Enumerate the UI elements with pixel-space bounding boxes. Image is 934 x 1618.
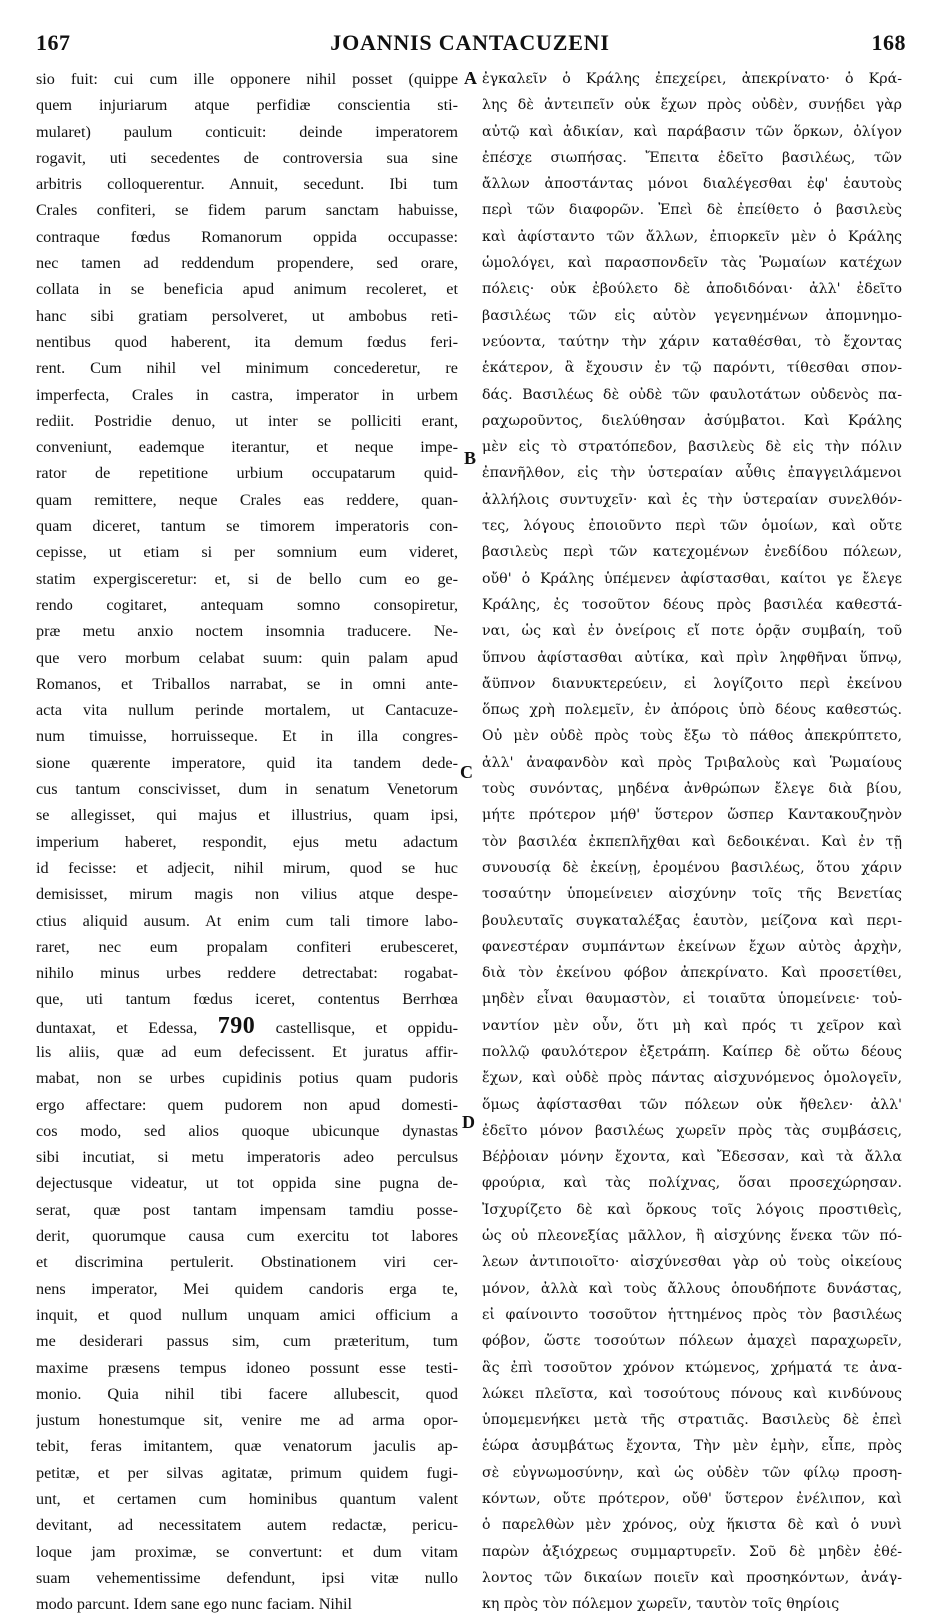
- greek-text-line: φόβον, ὥστε τοσούτων πόλεων ἀμαχεὶ παραχωρεῖν,: [482, 1333, 902, 1350]
- latin-text-column: [36, 66, 458, 1618]
- greek-text-line: συνουσίᾳ δὲ ἐκείνῃ, ἐρομένου βασιλέως, ὅτου χάριν: [482, 859, 902, 876]
- greek-text-line: ὡς οὐ πλεονεξίας μᾶλλον, ἢ αἰσχύνης ἕνεκα τῶν πό-: [482, 1228, 902, 1245]
- latin-text-line: sibi incutiat, si metu imperatoris adeo perculsus: [36, 1148, 458, 1167]
- latin-text-line: cus tantum conscivisset, dum in senatum Venetorum: [36, 780, 458, 799]
- greek-text-line: ὅμως ἀφίστασθαι τῶν πόλεων οὐκ ἤθελεν· ἀλλ': [482, 1096, 902, 1113]
- greek-text-line: περὶ τῶν διαφορῶν. Ἐπεὶ δὲ ἐπείθετο ὁ βασιλεὺς: [482, 202, 902, 219]
- latin-text-line: lis aliis, quæ ad eum defecissent. Et juratus affir-: [36, 1042, 458, 1061]
- latin-text-line: quem injuriarum atque perfidiæ conscientia sti-: [36, 96, 458, 115]
- latin-text-line: demisisset, mirum magis non vilius atque despe-: [36, 885, 458, 904]
- greek-text-line: ραχωροῦντος, διελύθησαν ἀσύμβατοι. Καὶ Κράλης: [482, 412, 902, 429]
- greek-text-line: τοσαύτην ὑπομείνειεν αἰσχύνην τοῖς τῆς Βενετίας: [482, 886, 902, 903]
- latin-text-line: præ metu anxio noctem insomnia traducere. Ne-: [36, 622, 458, 641]
- latin-text-line: tebit, feras imitantem, quæ venatorum jaculis ap-: [36, 1437, 458, 1456]
- greek-text-line: φανεστέραν συμπάντων ἐκείνων ἔχων αὐτὸς ἀρχὴν,: [482, 938, 902, 955]
- latin-text-line: devitant, ad necessitatem autem redactæ, pericu-: [36, 1516, 458, 1535]
- latin-text-line: que, uti tantum fœdus iceret, contentus Berrhœa: [36, 990, 458, 1009]
- latin-text-line: nec tamen ad reddendum propendere, sed orare,: [36, 254, 458, 273]
- greek-text-line: ἐδεῖτο μόνον βασιλέως χωρεῖν πρὸς τὰς συμβάσεις,: [482, 1122, 902, 1139]
- latin-text-line: unt, et certamen cum hominibus quantum valent: [36, 1490, 458, 1509]
- greek-text-line: λεων ἀντιποιοῖτο· αἰσχύνεσθαι γὰρ οὐ τοὺς οἰκείους: [482, 1254, 902, 1271]
- greek-text-line: Ἰσχυρίζετο δὲ καὶ ὅρκους τοῖς λόγοις προστιθεὶς,: [482, 1201, 902, 1218]
- greek-text-line: ἀλλ' ἀναφανδὸν καὶ πρὸς Τριβαλοὺς καὶ Ῥωμαίους: [482, 754, 902, 771]
- latin-text-line: quam remittere, neque Crales eas reddere, quan-: [36, 490, 458, 509]
- margin-letter-c: C: [460, 762, 473, 782]
- greek-text-line: δάς. Βασιλέως δὲ οὐδὲ τῶν φαυλοτάτων οὐδενὸς πα-: [482, 386, 902, 403]
- latin-text-line: raret, nec eum propalam confiteri erubesceret,: [36, 937, 458, 956]
- latin-text-line: loque jam proximæ, se convertunt: et dum vitam: [36, 1542, 458, 1561]
- margin-letter-d: D: [462, 1112, 475, 1132]
- greek-text-line: Οὐ μὲν οὐδὲ πρὸς τοὺς ἔξω τὸ πάθος ἀπεκρύπτετο,: [482, 728, 902, 745]
- running-title: JOANNIS CANTACUZENI: [330, 30, 610, 55]
- greek-text-line: λοντος τῶν δικαίων ποιεῖν καὶ προσηκόντων, ἀνάγ-: [482, 1569, 902, 1586]
- greek-text-line: λώκει πλεῖστα, καὶ τοσούτους πόνους καὶ κινδύνους: [482, 1385, 902, 1402]
- latin-text-line: monio. Quia nihil tibi facere allubescit, quod: [36, 1384, 458, 1403]
- latin-text-line: suam vehementissime defendunt, ipsi vitæ nullo: [36, 1568, 458, 1587]
- page-number-left: 167: [36, 30, 71, 55]
- greek-text-line: τοὺς συνόντας, μηδένα ἀνθρώπων ἔλεγε διὰ βίου,: [482, 781, 902, 798]
- greek-text-column: [482, 66, 902, 1618]
- latin-text-line: rent. Cum nihil vel minimum concederetur, re: [36, 359, 458, 378]
- latin-text-line: que vero morbum celabat suum: quin palam apud: [36, 648, 458, 667]
- greek-text-line: Κράλης, ἐς τοσοῦτον δέους πρὸς βασιλέα καθεστά-: [482, 596, 902, 613]
- greek-text-line: βουλευταῖς συγκαταλέξας ἑαυτὸν, μείζονα καὶ περι-: [482, 912, 902, 929]
- latin-text-line: rator de repetitione urbium occupatarum quid-: [36, 464, 458, 483]
- greek-text-line: παρὼν ἀξιόχρεως συμμαρτυρεῖν. Σοῦ δὲ μηδὲν ἐθέ-: [482, 1543, 902, 1560]
- greek-text-line: ἐγκαλεῖν ὁ Κράλης ἐπεχείρει, ἀπεκρίνατο· ὁ Κρά-: [482, 71, 902, 87]
- latin-text-line: imperium haberet, respondit, ejus metu adactum: [36, 832, 458, 851]
- latin-text-line: cepisse, ut etiam si per somnium eum videret,: [36, 543, 458, 562]
- margin-letter-b: B: [464, 448, 477, 468]
- latin-text-line: modo parcunt. Idem sane ego nunc faciam. Nihil: [36, 1595, 353, 1614]
- greek-text-line: ἐπανῆλθον, εἰς τὴν ὑστεραίαν αὖθις ἐπαγγειλάμενοι: [482, 465, 902, 482]
- greek-text-line: μήτε πρότερον μήθ' ὕστερον ὥσπερ Καντακουζηνὸν: [482, 807, 902, 824]
- latin-text-line: me desiderari passus sim, cum præteritum, tum: [36, 1332, 458, 1351]
- greek-text-line: βασιλέως τῶν εἰς αὐτὸν γεγενημένων ἀπομνημο-: [482, 307, 902, 324]
- latin-text-line: collata in se beneficia apud animum recoleret, et: [36, 280, 458, 299]
- latin-text-line: nihilo minus urbes reddere detrectabat: rogabat-: [36, 964, 458, 983]
- greek-text-line: ναι, ὡς καὶ ἐν ὀνείροις εἴ ποτε ὁρᾷν συμβαίη, τοῦ: [482, 623, 902, 640]
- latin-text-line: rendo cogitaret, antequam somno consopiretur,: [36, 595, 458, 614]
- greek-text-line: φρούρια, καὶ τὰς πολίχνας, ὅσαι προσεχώρησαν.: [482, 1175, 902, 1192]
- inline-page-number: 790: [217, 1012, 256, 1039]
- latin-text-line: derit, quorumque causa cum exercitu tot labores: [36, 1227, 458, 1246]
- latin-text-line: cos modo, sed alios quoque ubicunque dynastas: [36, 1121, 458, 1140]
- greek-text-line: πόλεις· οὐκ ἐβούλετο δὲ ἀποδιδόναι· ἀλλ' ἐδεῖτο: [482, 281, 902, 298]
- greek-text-line: τες, λόγους ἐποιοῦντο περὶ τῶν ὁμοίων, καὶ οὔτε: [482, 518, 902, 535]
- latin-text-line: mularet) paulum conticuit: deinde imperatorem: [36, 122, 458, 141]
- latin-text-line: conveniunt, eademque iterantur, et neque impe-: [36, 438, 458, 457]
- greek-text-line: κη πρὸς τὸν πόλεμον χωρεῖν, ταυτὸν τοῖς θηρίοις: [482, 1596, 840, 1613]
- greek-text-line: ὑπομεμενήκει μετὰ τῆς στρατιᾶς. Βασιλεὺς δὲ ἐπεὶ: [482, 1412, 902, 1429]
- greek-text-line: ὅπως χρὴ πολεμεῖν, ἐν ἀπόροις ὑπὸ δέους καθεστώς.: [482, 702, 902, 719]
- latin-text-line: ergo affectare: quem pudorem non apud domesti-: [36, 1095, 458, 1114]
- latin-text-line: sione quærente imperatore, quid ita tandem dede-: [36, 753, 458, 772]
- greek-text-line: ναντίον μὲν οὖν, ὅτι μὴ καὶ πρός τι χεῖρον καὶ: [482, 1017, 902, 1034]
- margin-letter-a: A: [464, 68, 477, 88]
- latin-text-line: rediit. Postridie denuo, ut inter se polliciti erant,: [36, 411, 458, 430]
- greek-text-line: ἑκάτερον, ἃ ἔχουσιν ἐν τῷ παρόντι, τίθεσθαι σπον-: [482, 360, 902, 377]
- latin-text-line: mabat, non se urbes cupidinis potius quam pudoris: [36, 1069, 458, 1088]
- greek-text-line: ἃς ἐπὶ τοσοῦτον χρόνον κτώμενος, χρήματά τε ἀνα-: [482, 1359, 902, 1376]
- greek-text-line: μόνον, ἀλλὰ καὶ τοὺς ἄλλους ὁπουδήποτε δυνάστας,: [482, 1280, 902, 1297]
- greek-text-line: λης δὲ ἀντειπεῖν οὐκ ἔχων πρὸς οὐδὲν, συνῄδει γὰρ: [482, 97, 902, 114]
- greek-text-line: καὶ ἀφίσταντο τῶν ἄλλων, ἐπιορκεῖν μὲν ὁ Κράλης: [482, 228, 902, 245]
- greek-text-line: νεύοντα, ταύτην τὴν χάριν καταθέσθαι, τὸ ἔχοντας: [482, 333, 902, 350]
- latin-text-line: et discrimina pertulerit. Obstinationem viri cer-: [36, 1253, 458, 1272]
- latin-text-line: maxime præsens tempus idoneo possunt esse testi-: [36, 1358, 458, 1377]
- latin-text-line: statim expergisceretur: et, si de bello cum eo ge-: [36, 569, 458, 588]
- greek-text-line: σὲ εὐγνωμοσύνην, καὶ ὡς οὐδὲν τῶν φίλῳ προση-: [482, 1464, 902, 1481]
- latin-text-line: id fecisse: et adjecit, nihil mirum, quod se huc: [36, 858, 458, 877]
- greek-text-line: ἔχων, καὶ οὐδὲ πρὸς πάντας αἰσχυνόμενος ὁμολογεῖν,: [482, 1070, 902, 1087]
- greek-text-line: διὰ τὸν ἐκείνου φόβον ἀπεκρίνατο. Καὶ προσετίθει,: [482, 965, 902, 982]
- latin-text-line: petitæ, et per silvas agitatæ, primum quidem fugi-: [36, 1463, 458, 1482]
- greek-text-line: μὲν εἰς τὸ στρατόπεδον, βασιλεὺς δὲ εἰς τὴν πόλιν: [482, 439, 902, 456]
- greek-text-line: ἐπέσχε σιωπήσας. Ἔπειτα ἐδεῖτο βασιλέως, τῶν: [482, 149, 902, 166]
- greek-text-line: τὸν βασιλέα ἐκπεπλῆχθαι καὶ δεδοικέναι. Καὶ ἐν τῇ: [482, 833, 902, 850]
- latin-text-line: acta vita nullum perinde mortalem, ut Cantacuze-: [36, 701, 458, 720]
- greek-text-line: ὁ παρελθὼν μὲν χρόνος, οὐχ ἥκιστα δὲ καὶ ὁ νυνὶ: [482, 1517, 902, 1534]
- latin-text-line: dejectusque videatur, ut tot oppida sine pugna de-: [36, 1174, 458, 1193]
- greek-text-line: ἑώρα ἀσυμβάτως ἔχοντα, Τὴν μὲν ἐμὴν, εἶπε, πρὸς: [482, 1438, 902, 1455]
- greek-text-line: αὐτῷ καὶ ἀδικίαν, καὶ παράβασιν τῶν ὅρκων, ὀλίγον: [482, 123, 902, 140]
- greek-text-line: εἰ φαίνοιντο τοσοῦτον ἡττημένος πρὸς τὸν βασιλέως: [482, 1306, 902, 1323]
- latin-text-line: inquit, et quod nullum unquam amici officium a: [36, 1305, 458, 1324]
- greek-text-line: ὕπνου ἀφίστασθαι αὐτίκα, καὶ πρὶν ληφθῆναι ὕπνῳ,: [482, 649, 902, 666]
- latin-text-line: quam diceret, tantum se timorem imperatoris con-: [36, 517, 458, 536]
- greek-text-line: ἄλλων ἀποστάντας μόνοι διαλέγεσθαι ἐφ' ἑαυτοὺς: [482, 176, 902, 193]
- latin-text-line: ctius aliquid ausum. At enim cum tali timore labo-: [36, 911, 458, 930]
- latin-text-line: hanc sibi gratiam persolveret, ut ambobus reti-: [36, 306, 458, 325]
- latin-text-line: nens imperator, Mei quidem candoris erga te,: [36, 1279, 458, 1298]
- greek-text-line: Βέῤῥοιαν μόνην ἔχοντα, καὶ Ἔδεσσαν, καὶ τὰ ἄλλα: [482, 1149, 902, 1166]
- greek-text-line: ὡμολόγει, καὶ παρασπονδεῖν τὰς Ῥωμαίων κατέχων: [482, 255, 902, 272]
- greek-text-line: βασιλεὺς περὶ τῶν κατεχομένων ἐνεδίδου πόλεων,: [482, 544, 902, 561]
- latin-text-line: contraque fœdus Romanorum oppida occupasse:: [36, 227, 458, 246]
- latin-text-line: Romanos, et Triballos narrabat, se in omni ante-: [36, 674, 458, 693]
- page-number-right: 168: [871, 30, 906, 55]
- latin-text-line: num timuisse, horruisseque. Et in illa congres-: [36, 727, 458, 746]
- greek-text-line: κόντων, οὔτε πρότερον, οὔθ' ὕστερον ἐνέλιπον, καὶ: [482, 1491, 902, 1508]
- latin-text-line: arbitris colloquerentur. Annuit, secedunt. Ibi tum: [36, 175, 458, 194]
- latin-text-line: duntaxat, et Edessa, 790 castellisque, et oppidu-: [36, 1012, 458, 1039]
- greek-text-line: ἀλλήλοις συντυχεῖν· καὶ ἐς τὴν ὑστεραίαν συνελθόν-: [482, 491, 902, 508]
- latin-text-line: sio fuit: cui cum ille opponere nihil posset (quippe: [36, 70, 458, 88]
- page-header: [30, 30, 910, 64]
- greek-text-line: οὔθ' ὁ Κράλης ὑπέμενεν ἀφίστασθαι, καίτοι γε ἔλεγε: [482, 570, 902, 587]
- greek-text-line: μηδὲν εἶναι θαυμαστὸν, εἰ τοιαῦτα ὑπομείνειε· τοὐ-: [482, 991, 902, 1008]
- latin-text-line: rogavit, uti secedentes de controversia sua sine: [36, 148, 458, 167]
- latin-text-line: nentibus quod haberent, ita demum fœdus feri-: [36, 332, 458, 351]
- latin-text-line: imperfecta, Crales in castra, imperator in urbem: [36, 385, 458, 404]
- greek-text-line: πολλῷ φαυλότερον ἐξετράπη. Καίπερ δὲ οὕτω δέους: [482, 1043, 902, 1060]
- latin-text-line: serat, quæ post tantam impensam tamdiu posse-: [36, 1200, 458, 1219]
- latin-text-line: Crales confiteri, se fidem parum sanctam habuisse,: [36, 201, 458, 220]
- greek-text-line: ἄϋπνον διανυκτερεύειν, εἰ λογίζοιτο περὶ ἐκείνου: [482, 675, 902, 692]
- latin-text-line: se allegisset, qui majus et illustrius, quam ipsi,: [36, 806, 458, 825]
- latin-text-line: justum honestumque sit, venire me ad arma opor-: [36, 1411, 458, 1430]
